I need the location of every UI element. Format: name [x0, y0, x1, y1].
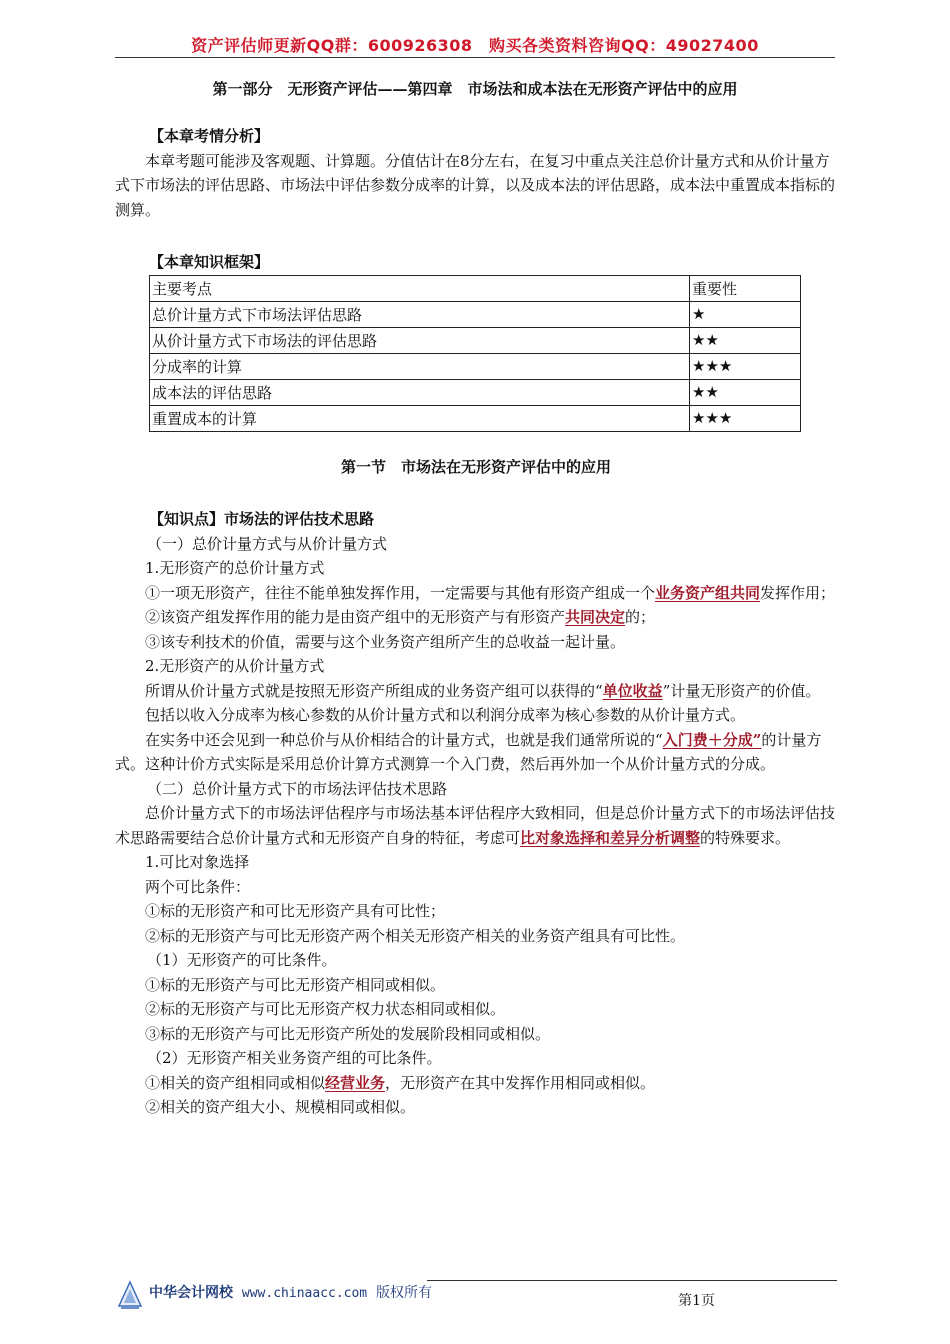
item-heading: 1.无形资产的总价计量方式: [145, 559, 325, 577]
analysis-heading: 【本章考情分析】: [149, 127, 270, 145]
table-cell: 成本法的评估思路: [150, 379, 690, 405]
emphasis-text: 入门费＋分成”: [662, 730, 762, 749]
section-title: 第一节 市场法在无形资产评估中的应用: [340, 458, 611, 476]
header-rule: [115, 57, 835, 58]
subheading: （一）总价计量方式与从价计量方式: [147, 534, 388, 553]
paragraph: 在实务中还会见到一种总价与从价相结合的计量方式，也就是我们通常所说的“入门费＋分成”的计量方式。这种计价方式实际是采用总价计算方式测算一个入门费，然后再外加一个从价计量方式的分成。: [115, 730, 822, 773]
table-cell: 从价计量方式下市场法的评估思路: [150, 327, 690, 353]
emphasis-text: 单位收益: [602, 681, 663, 700]
footer-brand: 中华会计网校 www.chinaacc.com 版权所有: [149, 1285, 433, 1301]
table-cell: ★: [690, 301, 801, 327]
emphasis-text: 共同决定: [565, 608, 626, 626]
paragraph: 两个可比条件：: [145, 877, 251, 896]
table-cell: 总价计量方式下市场法评估思路: [150, 301, 690, 327]
paragraph: ③该专利技术的价值，需要与这个业务资产组所产生的总收益一起计量。: [145, 632, 626, 651]
table-row: [150, 301, 801, 327]
header-banner: 资产评估师更新QQ群：600926308 购买各类资料咨询QQ：49027400: [191, 36, 759, 55]
page-title: 第一部分 无形资产评估——第四章 市场法和成本法在无形资产评估中的应用: [212, 80, 738, 98]
paragraph: ②标的无形资产与可比无形资产权力状态相同或相似。: [145, 1000, 506, 1018]
page-number: 第1页: [678, 1293, 715, 1309]
table-cell: 分成率的计算: [150, 353, 690, 379]
footer-url[interactable]: www.chinaacc.com: [241, 1286, 368, 1301]
analysis-text: 本章考题可能涉及客观题、计算题。分值估计在8分左右，在复习中重点关注总价计量方式和从价计量方式下市场法的评估思路、市场法中评估参数分成率的计算，以及成本法的评估思路，成本法中重置成本指标的测算。: [115, 151, 836, 219]
framework-table: [149, 275, 801, 432]
footer-rule: [427, 1280, 837, 1281]
item-heading: 1.可比对象选择: [145, 853, 250, 871]
table-cell: 重置成本的计算: [150, 405, 690, 431]
framework-section: [115, 250, 837, 432]
table-row: [150, 327, 801, 353]
paragraph: ②该资产组发挥作用的能力是由资产组中的无形资产与有形资产共同决定的；: [145, 608, 656, 626]
table-row: [150, 379, 801, 405]
subheading: （二）总价计量方式下的市场法评估技术思路: [147, 779, 448, 798]
table-header-row: [150, 275, 801, 301]
section-body: [115, 507, 837, 1120]
table-row: [150, 353, 801, 379]
paragraph: ③标的无形资产与可比无形资产所处的发展阶段相同或相似。: [145, 1024, 551, 1043]
paragraph: ②标的无形资产与可比无形资产两个相关无形资产相关的业务资产组具有可比性。: [145, 926, 686, 945]
analysis-section: [115, 124, 837, 222]
emphasis-text: 业务资产组共同: [655, 583, 761, 602]
framework-heading: 【本章知识框架】: [149, 253, 270, 271]
item-heading: 2.无形资产的从价计量方式: [145, 657, 325, 675]
paragraph: 总价计量方式下的市场法评估程序与市场法基本评估程序大致相同，但是总价计量方式下的市场法评估技术思路需要结合总价计量方式和无形资产自身的特征，考虑可比对象选择和差异分析调整的特殊要求。: [115, 804, 836, 847]
paragraph: （1）无形资产的可比条件。: [147, 951, 337, 969]
paragraph: ①一项无形资产，往往不能单独发挥作用，一定需要与其他有形资产组成一个业务资产组共同发挥作用；: [145, 583, 836, 602]
table-cell: ★★★: [690, 353, 801, 379]
table-header-cell: 重要性: [690, 275, 801, 301]
emphasis-text: 比对象选择和差异分析调整: [520, 828, 701, 847]
knowledge-point-heading: 【知识点】市场法的评估技术思路: [149, 510, 375, 528]
table-cell: ★★: [690, 327, 801, 353]
emphasis-text: 经营业务: [325, 1073, 386, 1092]
table-cell: ★★★: [690, 405, 801, 431]
table-row: [150, 405, 801, 431]
page-footer: [115, 1278, 837, 1318]
chinaacc-logo-icon: [117, 1280, 143, 1310]
paragraph: ①标的无形资产和可比无形资产具有可比性；: [145, 902, 446, 920]
paragraph: 所谓从价计量方式就是按照无形资产所组成的业务资产组可以获得的“单位收益”计量无形资产的价值。: [145, 681, 821, 700]
paragraph: ②相关的资产组大小、规模相同或相似。: [145, 1098, 416, 1116]
paragraph: ①相关的资产组相同或相似经营业务，无形资产在其中发挥作用相同或相似。: [145, 1073, 656, 1092]
paragraph: 包括以收入分成率为核心参数的从价计量方式和以利润分成率为核心参数的从价计量方式。: [145, 706, 746, 724]
table-header-cell: 主要考点: [150, 275, 690, 301]
paragraph: （2）无形资产相关业务资产组的可比条件。: [147, 1049, 442, 1067]
paragraph: ①标的无形资产与可比无形资产相同或相似。: [145, 975, 446, 994]
section-block: [115, 456, 837, 477]
table-cell: ★★: [690, 379, 801, 405]
